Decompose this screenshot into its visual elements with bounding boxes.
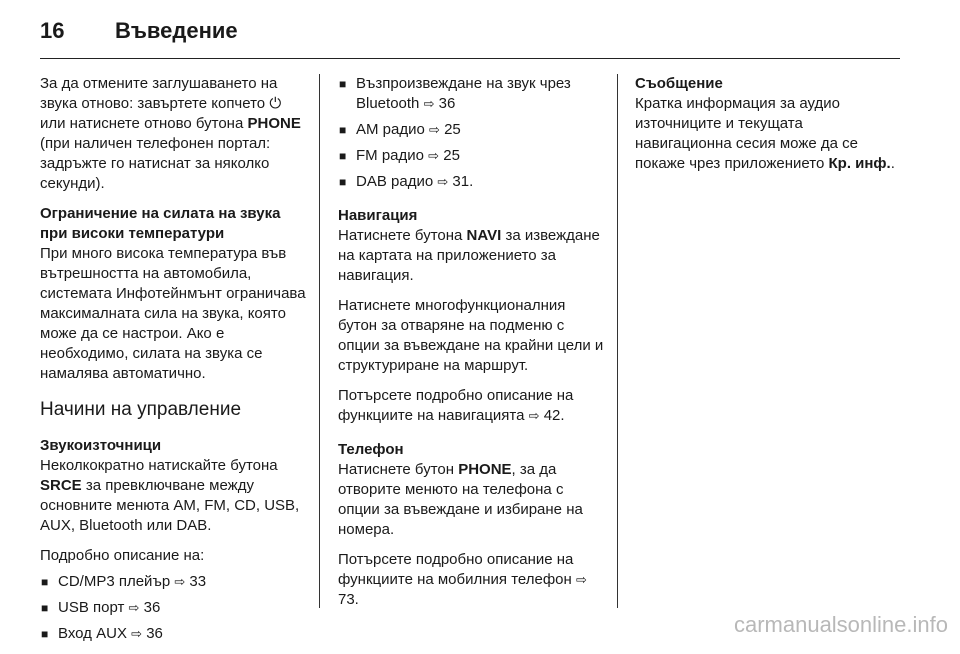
reference-arrow-icon: ⇨ (437, 174, 449, 189)
list-item: ■ FM радио ⇨ 25 (338, 146, 606, 166)
audio-paragraph: Неколкократно натискайте бутона SRCE за превключване между основните менюта AM, FM, CD, USB, AUX, Bluetooth или DAB. (40, 457, 300, 534)
phone-button-label: PHONE (247, 115, 301, 132)
message-heading: Съобщение (635, 75, 723, 92)
column-3 (635, 74, 903, 184)
audio-heading: Звукоизточници (40, 437, 162, 454)
column-1 (40, 74, 308, 654)
list-item: ■ Вход AUX ⇨ 36 (40, 624, 308, 644)
page-number: 16 (40, 18, 65, 43)
message-paragraph: Кратка информация за аудио източниците и текущата навигационна сесия може да се покаже чрез приложението Кр. инф.. (635, 95, 895, 172)
column-divider-1 (319, 74, 320, 608)
list-item: ■ CD/MP3 плейър ⇨ 33 (40, 572, 308, 592)
audio-source-list-continued (338, 74, 606, 192)
info-app-label: Кр. инф. (828, 155, 891, 172)
reference-arrow-icon: ⇨ (428, 148, 440, 163)
section-heading: Начини на управление (40, 399, 242, 420)
phone-paragraph-1: Натиснете бутон PHONE, за да отворите менюто на телефона с опции за въвеждане и избиране на номера. (338, 461, 583, 538)
reference-arrow-icon: ⇨ (128, 600, 140, 615)
chapter-title: Въведение (115, 18, 238, 43)
reference-arrow-icon: ⇨ (423, 96, 435, 111)
details-intro: Подробно описание на: (40, 547, 205, 564)
phone-heading: Телефон (338, 441, 404, 458)
reference-arrow-icon: ⇨ (429, 122, 440, 137)
audio-source-list (40, 572, 308, 644)
page-header (40, 18, 238, 58)
reference-arrow-icon: ⇨ (131, 626, 143, 641)
list-item: ■ USB порт ⇨ 36 (40, 598, 308, 618)
header-rule (40, 58, 900, 59)
reference-arrow-icon: ⇨ (575, 572, 587, 587)
nav-paragraph-2: Натиснете многофункционалния бутон за отваряне на подменю с опции за въвеждане на крайни цели и структуриране на маршрут. (338, 297, 604, 374)
phone-paragraph-2: Потърсете подробно описание на функциите на мобилния телефон ⇨ 73. (338, 551, 587, 608)
reference-arrow-icon: ⇨ (528, 408, 540, 423)
mute-paragraph: За да отмените заглушаването на звука отново: завъртете копчето ⏻ или натиснете отново бутона PHONE (при наличен телефонен портал: задръжте го натиснат за няколко секунди). (40, 75, 301, 192)
navi-button-label: NAVI (466, 227, 502, 244)
heat-heading: Ограничение на силата на звука при високи температури (40, 205, 281, 242)
srce-button-label: SRCE (40, 477, 82, 494)
list-item: ■ AM радио ⇨ 25 (338, 120, 606, 140)
list-item: ■ DAB радио ⇨ 31. (338, 172, 606, 192)
column-2 (338, 74, 606, 620)
nav-paragraph-1: Натиснете бутона NAVI за извеждане на картата на приложението за навигация. (338, 227, 600, 284)
list-item: ■ Възпроизвеждане на звук чрез Bluetooth ⇨ 36 (338, 74, 606, 114)
phone-button-label: PHONE (458, 461, 512, 478)
nav-paragraph-3: Потърсете подробно описание на функциите на навигацията ⇨ 42. (338, 387, 574, 424)
nav-heading: Навигация (338, 207, 418, 224)
column-divider-2 (617, 74, 618, 608)
reference-arrow-icon: ⇨ (174, 574, 186, 589)
watermark: carmanualsonline.info (733, 612, 948, 637)
power-knob-icon: ⏻ (269, 95, 282, 112)
heat-text: При много висока температура във вътрешността на автомобила, системата Инфотейнмънт ограничава максималната сила на звука, която може да се настрои. Ако е необходимо, силата на звука се намалява автоматично. (40, 245, 306, 382)
